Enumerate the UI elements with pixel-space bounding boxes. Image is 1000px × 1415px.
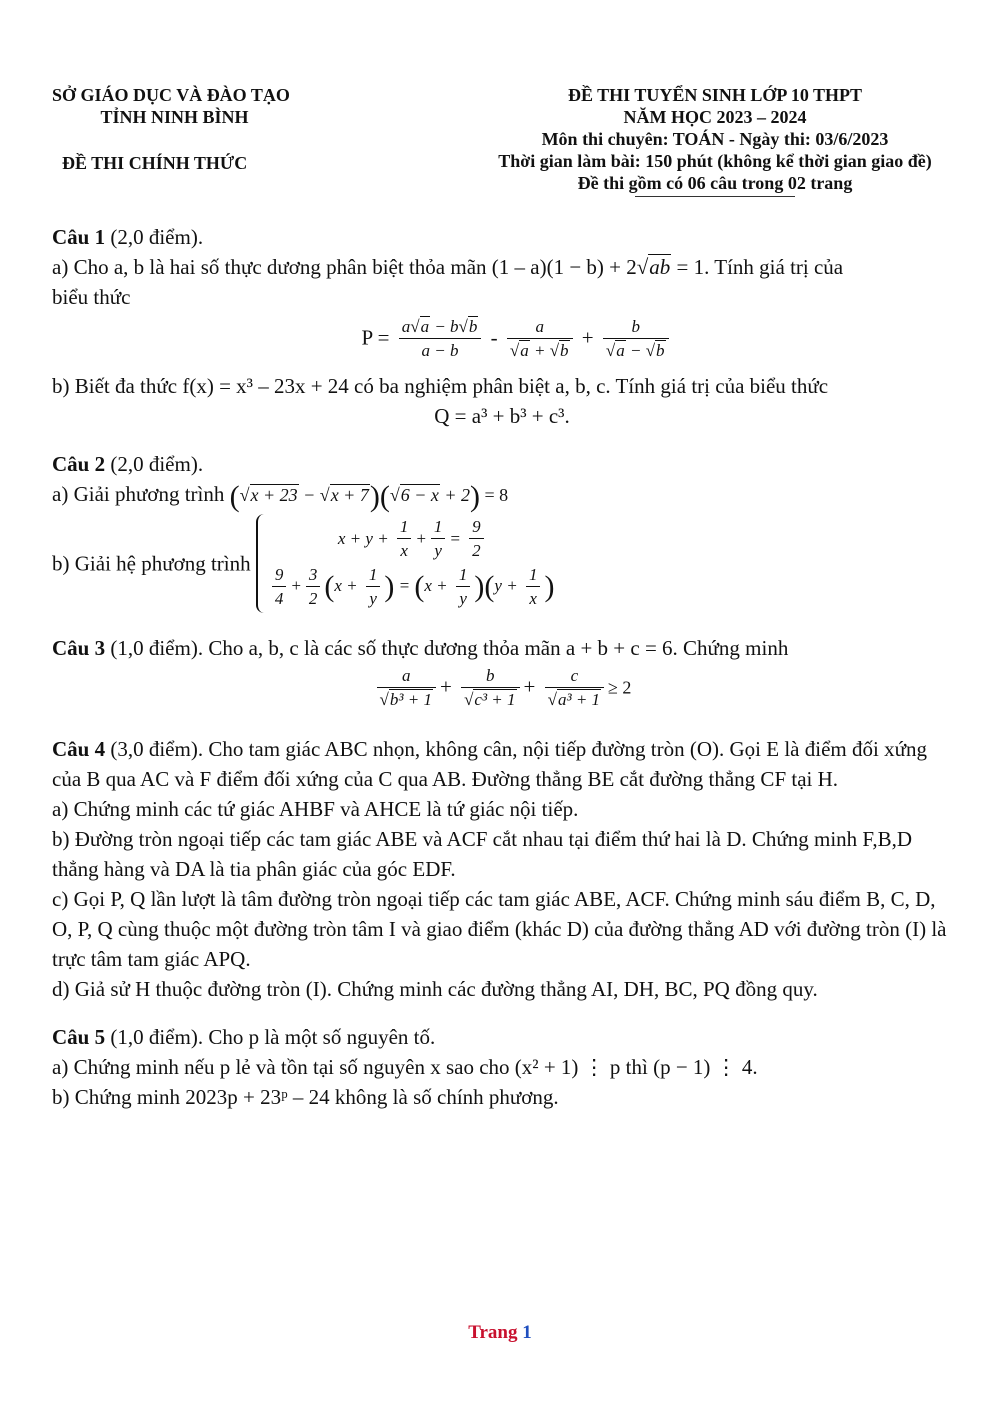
q1-a-text: a) Cho a, b là hai số thực dương phân biệt thỏa mãn (1 – a)(1 − b) + 2 <box>52 255 637 279</box>
q5-heading <box>52 1022 952 1052</box>
q1-expression-q: Q = a³ + b³ + c³. <box>434 404 570 428</box>
subject-date: Môn thi chuyên: TOÁN - Ngày thi: 03/6/2023 <box>541 129 889 149</box>
q2-heading <box>52 449 952 479</box>
footer-page-number: 1 <box>522 1322 532 1343</box>
q5-part-b: b) Chứng minh 2023p + 23ᵖ – 24 không là số chính phương. <box>52 1085 559 1110</box>
page-footer <box>0 1322 1000 1344</box>
q4-part-d: d) Giả sử H thuộc đường tròn (I). Chứng minh các đường thẳng AI, DH, BC, PQ đồng quy. <box>52 977 818 1002</box>
q1-part-b: b) Biết đa thức f(x) = x³ – 23x + 24 có ba nghiệm phân biệt a, b, c. Tính giá trị của biểu thức <box>52 374 829 398</box>
q5-points: (1,0 điểm). <box>105 1025 204 1050</box>
q3-inequality: $\frac{a}{\text{√b³ + 1}}$ + $\frac{b}{\text{√c³ + 1}}$ + $\frac{c}{\text{√a³ + 1}}$ ≥ 2 <box>52 665 952 712</box>
q2-title: Câu 2 <box>52 452 106 476</box>
header-left <box>52 84 352 128</box>
exam-title: ĐỀ THI TUYỂN SINH LỚP 10 THPT <box>567 85 863 105</box>
exam-body <box>52 222 952 1112</box>
page-count: Đề thi gồm có 06 câu trong 02 trang <box>577 173 853 193</box>
footer-page-word: Trang <box>468 1322 518 1343</box>
q2-equation: (√x + 23 − √x + 7)(√6 − x + 2) = 8 <box>229 479 509 513</box>
q2-a-text: a) Giải phương trình <box>52 482 225 506</box>
sqrt-ab: √ab <box>636 255 671 279</box>
q1-expression-p: P = $\frac{a√a - b√b}{a - b}$ - $\frac{a}{√a + √b}$ + $\frac{b}{√a - √b}$ <box>82 316 952 363</box>
q2-part-b <box>52 514 952 613</box>
q5-title: Câu 5 <box>52 1025 106 1050</box>
header-rule <box>635 196 795 197</box>
header-right <box>470 84 960 197</box>
q1-points: (2,0 điểm). <box>105 225 204 249</box>
q2-system: x + y + $\frac{1}{x}$ + $\frac{1}{y}$ = $\frac{9}{2}$ $\frac{9}{4}$ + $\frac{3}{2}$ (x + $\frac{1}{y}$ ) = (x + $\frac{1}{y}$ )(y + $\frac{1}{x}$ ) <box>256 514 555 613</box>
q4-title: Câu 4 <box>52 737 106 762</box>
q4-part-b: b) Đường tròn ngoại tiếp các tam giác ABE và ACF cắt nhau tại điểm thứ hai là D. Chứng minh F,B,D thẳng hàng và DA là tia phân giác của góc EDF. <box>52 827 913 882</box>
q2-points: (2,0 điểm). <box>105 452 204 476</box>
province-name: TỈNH NINH BÌNH <box>100 107 249 127</box>
q1-a-text-end: = 1. Tính giá trị của <box>671 255 844 279</box>
q1-a-text-2: biểu thức <box>52 285 131 309</box>
q4-intro-text: Cho tam giác ABC nhọn, không cân, nội tiếp đường tròn (O). Gọi E là điểm đối xứng của B qua AC và F điểm đối xứng của C qua AB. Đường thẳng BE cắt đường thẳng CF tại H. <box>52 737 927 792</box>
official-label: ĐỀ THI CHÍNH THỨC <box>62 153 248 173</box>
q1-title: Câu 1 <box>52 225 106 249</box>
school-year: NĂM HỌC 2023 – 2024 <box>623 107 807 127</box>
q4-part-c: c) Gọi P, Q lần lượt là tâm đường tròn ngoại tiếp các tam giác ABE, ACF. Chứng minh sáu điểm B, C, D, O, P, Q cùng thuộc một đường tròn tâm I và giao điểm (khác D) của đường thẳng AD với đường tròn (I) là trực tâm tam giác APQ. <box>52 887 947 972</box>
q5-text: Cho p là một số nguyên tố. <box>203 1025 436 1050</box>
time-limit: Thời gian làm bài: 150 phút (không kể thời gian giao đề) <box>498 151 932 171</box>
department-name: SỞ GIÁO DỤC VÀ ĐÀO TẠO <box>52 85 290 105</box>
q2-b-text: b) Giải hệ phương trình <box>52 551 251 576</box>
q2-part-a <box>52 479 952 512</box>
q1-part-a <box>52 252 952 282</box>
q3-heading <box>52 633 952 663</box>
q3-points: (1,0 điểm). <box>105 636 204 661</box>
q4-points: (3,0 điểm). <box>105 737 204 762</box>
q4-part-a: a) Chứng minh các tứ giác AHBF và AHCE là tứ giác nội tiếp. <box>52 797 579 822</box>
q3-text: Cho a, b, c là các số thực dương thỏa mãn a + b + c = 6. Chứng minh <box>203 636 789 661</box>
q1-heading <box>52 222 952 252</box>
q5-part-a: a) Chứng minh nếu p lẻ và tồn tại số nguyên x sao cho (x² + 1) ⋮ p thì (p − 1) ⋮ 4. <box>52 1055 758 1080</box>
q4-intro <box>52 734 952 794</box>
q3-title: Câu 3 <box>52 636 106 661</box>
